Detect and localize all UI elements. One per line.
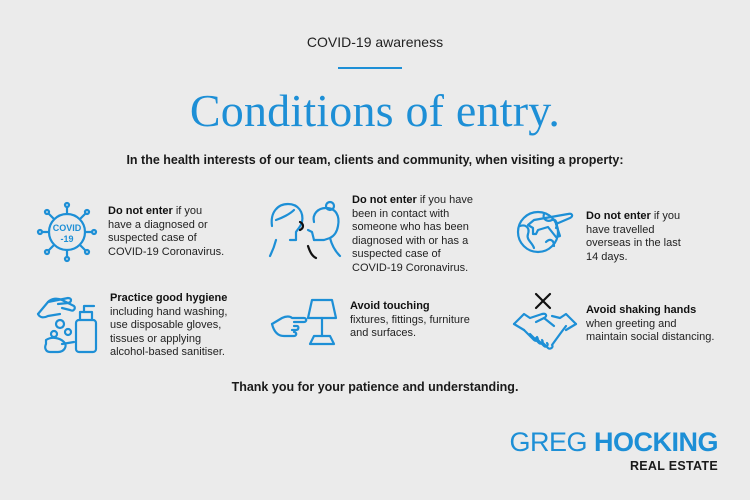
brand-subtitle: REAL ESTATE (629, 459, 718, 473)
brand-logo-light: GREG (509, 427, 594, 457)
no-handshake-icon (512, 290, 578, 361)
thank-you-text: Thank you for your patience and understanding. (231, 380, 519, 394)
condition-description: if you have travelled overseas in the last 14 days. (586, 210, 681, 263)
condition-text (110, 292, 240, 360)
condition-text (586, 210, 696, 264)
condition-text (352, 194, 476, 275)
condition-title: Do not enter (586, 210, 651, 222)
condition-title: Avoid shaking hands (586, 304, 697, 316)
airplane-globe-icon (508, 206, 576, 261)
people-contact-icon (264, 196, 344, 265)
condition-item-handshake (512, 290, 716, 361)
condition-text (108, 205, 228, 259)
page-title: Conditions of entry. (189, 85, 561, 136)
overline-heading: COVID-19 awareness (306, 34, 444, 50)
condition-title: Practice good hygiene (110, 292, 228, 304)
condition-title: Do not enter (352, 194, 417, 206)
condition-description: if you have been in contact with someone who has been diagnosed with or has a suspected case of COVID-19 Coronavirus. (352, 194, 474, 274)
brand-logo-bold: HOCKING (594, 427, 718, 457)
covid-icon-label-2: -19 (60, 234, 74, 244)
condition-title: Do not enter (108, 205, 173, 217)
condition-description: fixtures, fittings, furniture and surfaces. (350, 313, 470, 339)
hand-washing-icon (34, 288, 102, 363)
condition-description: if you have a diagnosed or suspected case of COVID-19 Coronavirus. (108, 205, 225, 258)
condition-description: including hand washing, use disposable gloves, tissues or applying alcohol-based sanitiser. (110, 305, 228, 358)
no-touching-lamp-icon (270, 296, 342, 353)
condition-item-covid (34, 200, 228, 269)
condition-item-contact (264, 196, 476, 275)
condition-item-travel (508, 206, 696, 264)
condition-item-hygiene (34, 288, 240, 363)
condition-item-touching (270, 296, 470, 353)
condition-description: when greeting and maintain social distancing. (586, 317, 715, 343)
covid-icon-label: COVID (52, 223, 82, 233)
intro-text: In the health interests of our team, clients and community, when visiting a property: (126, 153, 624, 167)
condition-text (586, 304, 716, 345)
brand-logo (509, 427, 718, 458)
condition-title: Avoid touching (350, 300, 430, 312)
covid-virus-icon (34, 200, 100, 269)
accent-divider (338, 67, 402, 69)
condition-text (350, 300, 470, 341)
